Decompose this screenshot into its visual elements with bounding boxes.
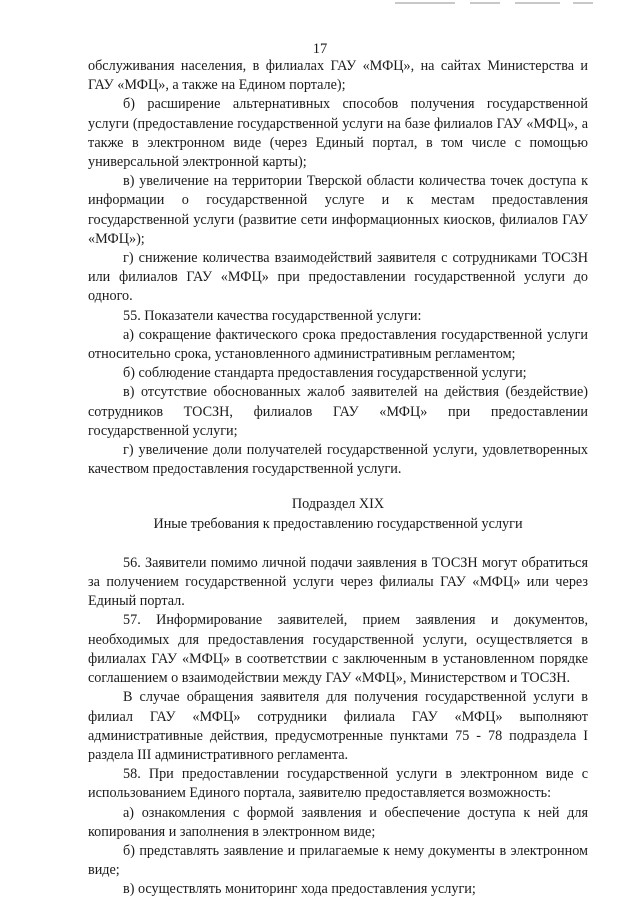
paragraph-p1: обслуживания населения, в филиалах ГАУ «МФЦ», на сайтах Министерства и ГАУ «МФЦ», а также на Едином портале); [88, 58, 588, 94]
paragraph-p4: г) снижение количества взаимодействий заявителя с сотрудниками ТОСЗН или филиалов ГАУ «МФЦ» при предоставлении государственной услуги до одного. [88, 250, 588, 305]
paragraph-p15: б) представлять заявление и прилагаемые к нему документы в электронном виде; [88, 842, 588, 879]
paragraph-p2: б) расширение альтернативных способов получения государственной услуги (предоставление государственной услуги на базе филиалов ГАУ «МФЦ», а также в электронном виде (через Единый портал, в том числе с помощью универсальной электронной карты); [88, 96, 588, 171]
paragraph-p16: в) осуществлять мониторинг хода предоставления услуги; [123, 881, 476, 898]
paragraph-p7: б) соблюдение стандарта предоставления государственной услуги; [123, 365, 527, 382]
section-title: Подраздел XIX [291, 496, 385, 513]
paragraph-p3: в) увеличение на территории Тверской области количества точек доступа к информации о государственной услуге и к местам предоставления государственной услуги (развитие сети информационных киосков, филиалов ГАУ «МФЦ»); [88, 173, 588, 247]
paragraph-p6: а) сокращение фактического срока предоставления государственной услуги относительно срока, установленного административным регламентом; [88, 326, 588, 363]
paragraph-p10: 56. Заявители помимо личной подачи заявления в ТОСЗН могут обратиться за получением государственной услуги через филиалы ГАУ «МФЦ» или через Единый портал. [88, 554, 588, 610]
document-body [88, 57, 588, 900]
paragraph-p12: В случае обращения заявителя для получения государственной услуги в филиал ГАУ «МФЦ» сотрудники филиала ГАУ «МФЦ» выполняют административные действия, предусмотренные пунктами 75 - 78 подраздела I раздела III административного регламента. [88, 689, 588, 763]
paragraph-p8: в) отсутствие обоснованных жалоб заявителей на действия (бездействие) сотрудников ТОСЗН, филиалов ГАУ «МФЦ» при предоставлении государственной услуги; [88, 384, 588, 439]
paragraph-group-top [88, 57, 588, 479]
paragraph-p14: а) ознакомления с формой заявления и обеспечение доступа к ней для копирования и заполнения в электронном виде; [88, 804, 588, 840]
page-number: 17 [312, 41, 328, 57]
paragraph-p13: 58. При предоставлении государственной услуги в электронном виде с использованием Единого портала, заявителю предоставляется возможность: [88, 766, 588, 802]
paragraph-group-bottom [88, 554, 588, 900]
section-subtitle: Иные требования к предоставлению государственной услуги [153, 515, 523, 532]
paragraph-p5: 55. Показатели качества государственной услуги: [123, 307, 422, 324]
paragraph-p11: 57. Информирование заявителей, прием заявления и документов, необходимых для предоставления государственной услуги, осуществляется в филиалах ГАУ «МФЦ» в соответствии с заключенным в установленном порядке соглашением о взаимодействии между ГАУ «МФЦ», Министерством и ТОСЗН. [88, 612, 588, 687]
paragraph-p9: г) увеличение доли получателей государственной услуги, удовлетворенных качеством предоставления государственной услуги. [88, 442, 588, 478]
scan-header-artifact [395, 0, 595, 6]
